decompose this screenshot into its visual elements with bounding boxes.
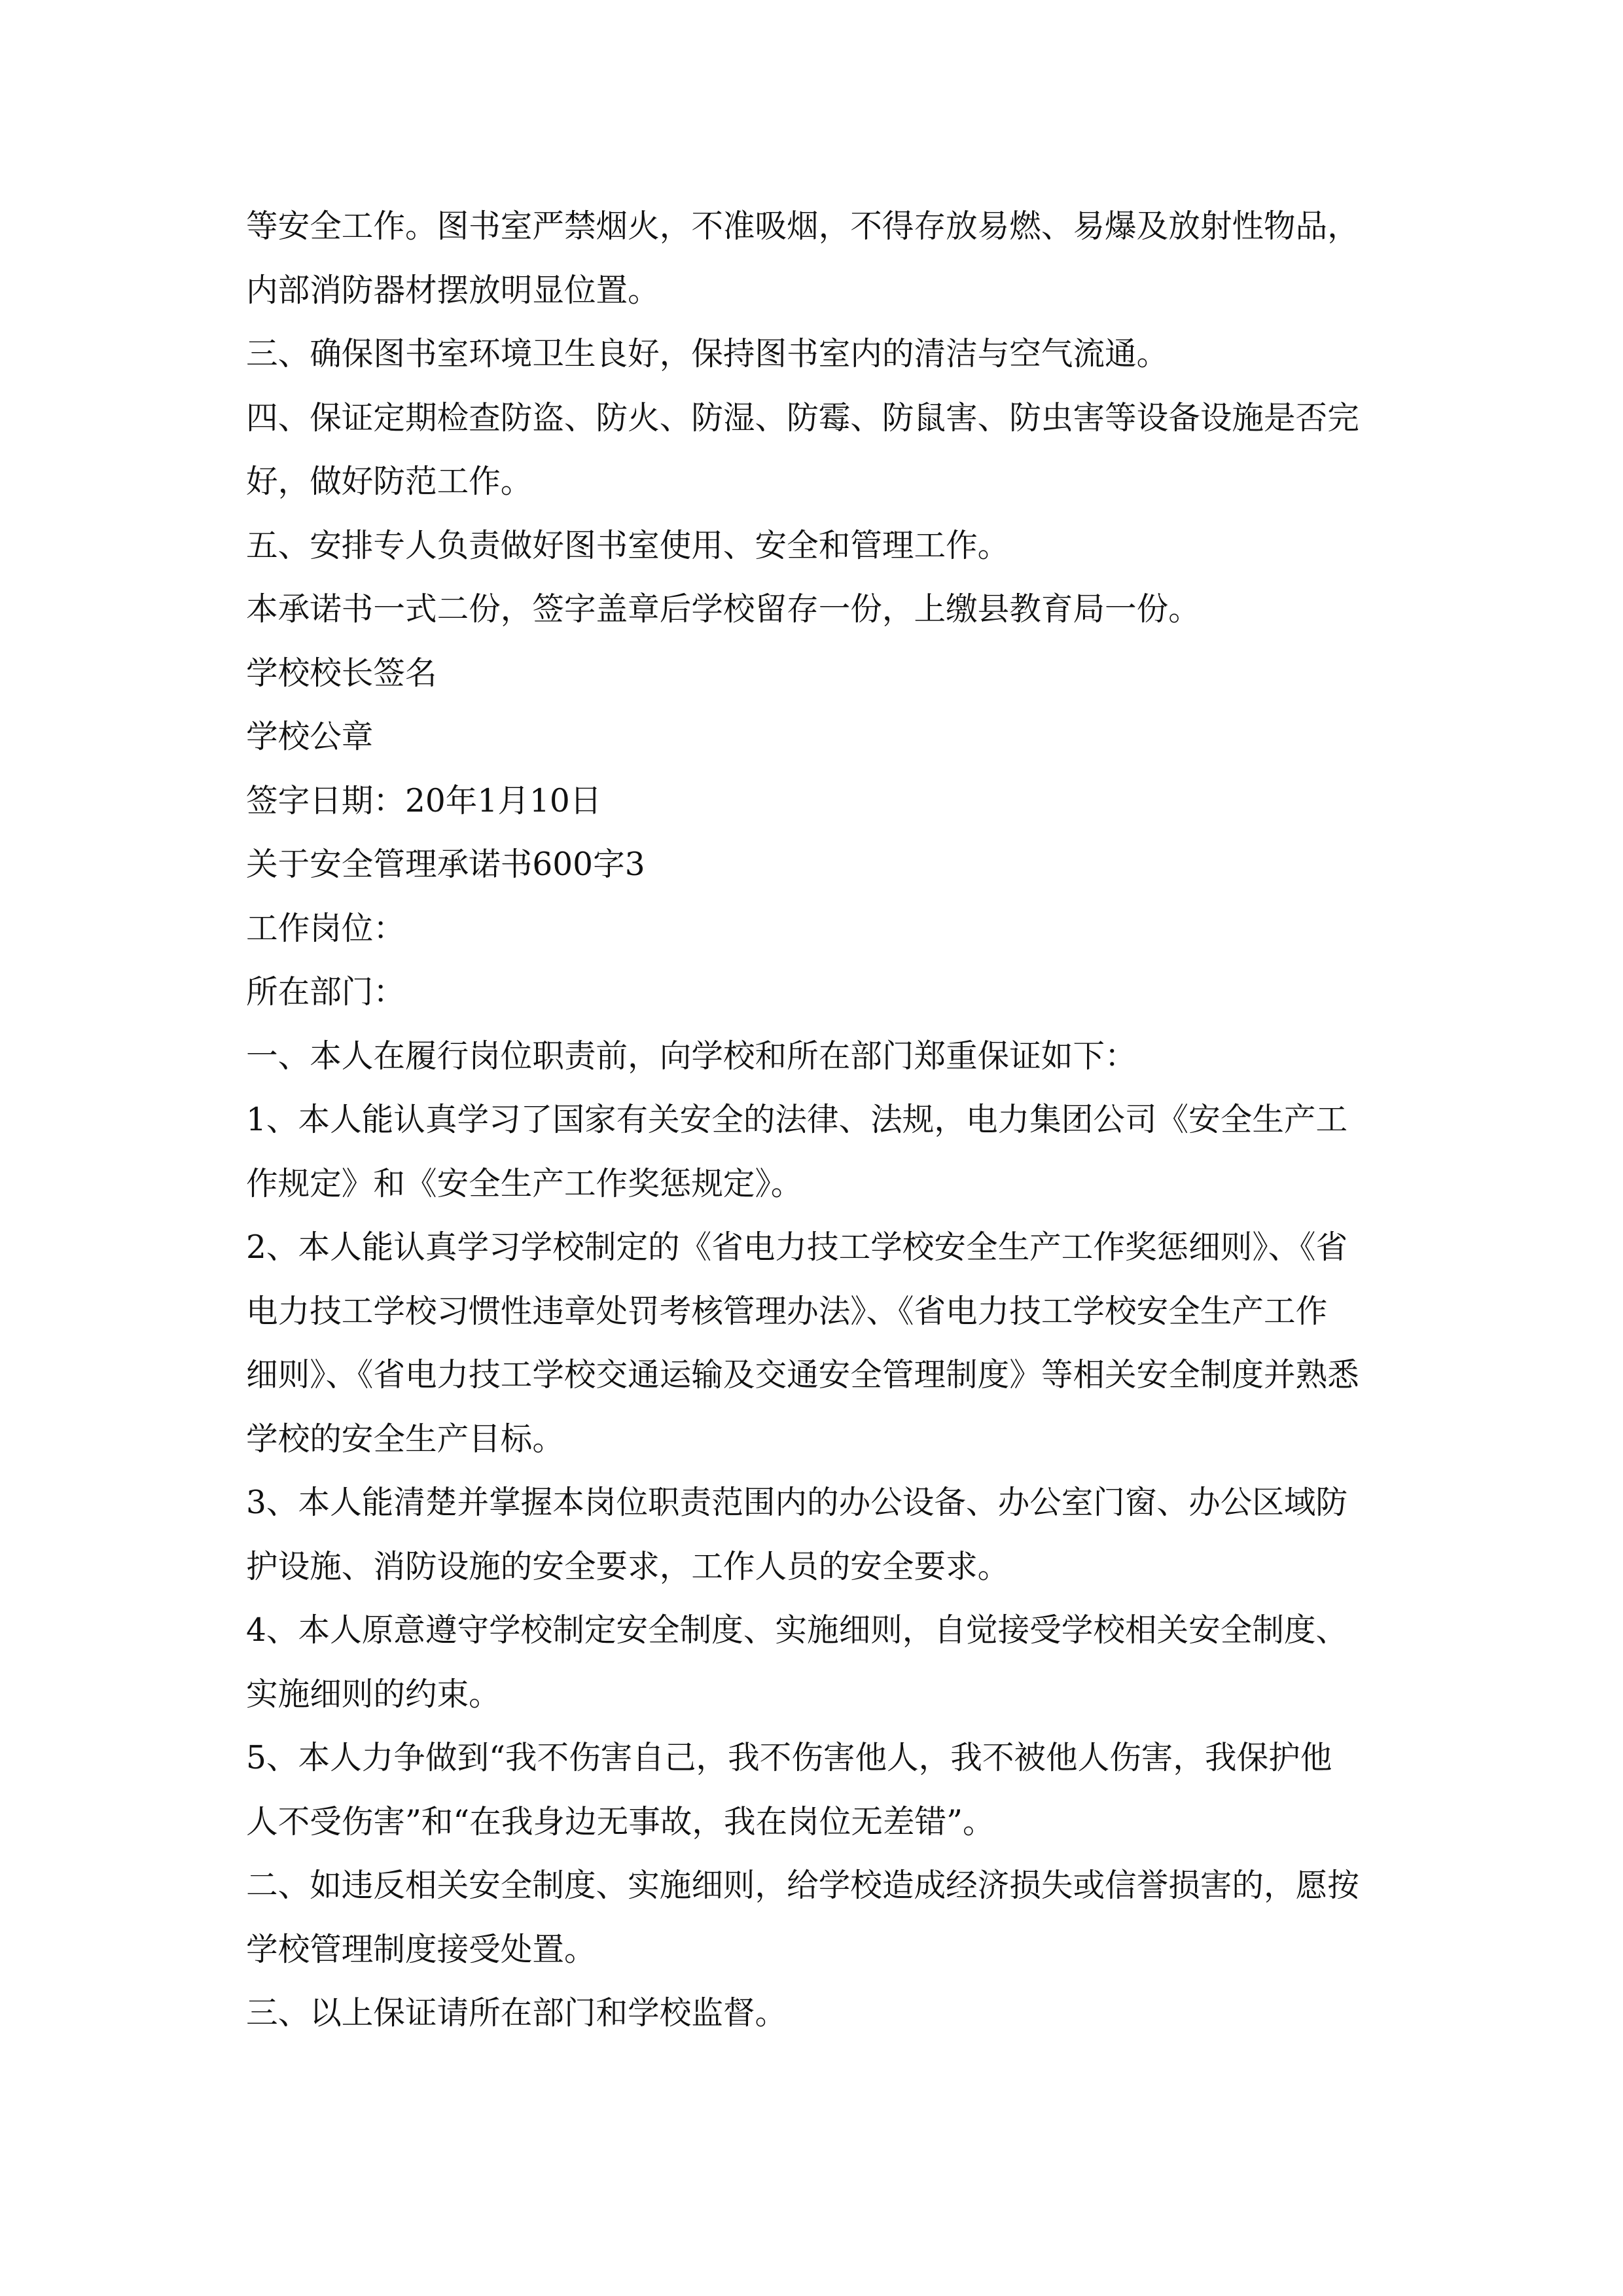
text-line: 所在部门：	[246, 974, 405, 1011]
text-line: 电力技工学校习惯性违章处罚考核管理办法》、《省电力技工学校安全生产工作	[246, 1293, 1328, 1330]
text-line: 学校校长签名	[246, 655, 437, 692]
text-line: 3、本人能清楚并掌握本岗位职责范围内的办公设备、办公室门窗、办公区域防	[246, 1484, 1348, 1521]
text-line: 签字日期：20年1月10日	[246, 782, 602, 819]
text-line: 二、如违反相关安全制度、实施细则，给学校造成经济损失或信誉损害的，愿按	[246, 1867, 1359, 1904]
text-line: 实施细则的约束。	[246, 1676, 501, 1713]
text-line: 内部消防器材摆放明显位置。	[246, 272, 660, 309]
text-line: 等安全工作。图书室严禁烟火，不准吸烟，不得存放易燃、易爆及放射性物品，	[246, 208, 1359, 245]
text-line: 五、安排专人负责做好图书室使用、安全和管理工作。	[246, 527, 1010, 564]
document-body	[246, 195, 1398, 2046]
text-line: 学校公章	[246, 719, 374, 755]
text-line: 一、本人在履行岗位职责前，向学校和所在部门郑重保证如下：	[246, 1037, 1137, 1075]
text-line: 人不受伤害”和“在我身边无事故，我在岗位无差错”。	[246, 1803, 995, 1840]
text-line: 四、保证定期检查防盗、防火、防湿、防霉、防鼠害、防虫害等设备设施是否完	[246, 399, 1359, 437]
text-line: 三、确保图书室环境卫生良好，保持图书室内的清洁与空气流通。	[246, 336, 1169, 372]
text-line: 4、本人原意遵守学校制定安全制度、实施细则，自觉接受学校相关安全制度、	[246, 1612, 1348, 1649]
text-line: 学校的安全生产目标。	[246, 1420, 564, 1458]
text-line: 学校管理制度接受处置。	[246, 1931, 596, 1968]
text-line: 关于安全管理承诺书600字3	[246, 846, 645, 883]
text-line: 好，做好防范工作。	[246, 463, 533, 500]
text-line: 护设施、消防设施的安全要求，工作人员的安全要求。	[246, 1548, 1010, 1585]
text-line: 1、本人能认真学习了国家有关安全的法律、法规，电力集团公司《安全生产工	[246, 1102, 1348, 1138]
text-line: 作规定》和《安全生产工作奖惩规定》。	[246, 1165, 803, 1202]
text-line: 细则》、《省电力技工学校交通运输及交通安全管理制度》等相关安全制度并熟悉	[246, 1357, 1359, 1393]
text-line: 工作岗位：	[246, 910, 405, 947]
text-line: 2、本人能认真学习学校制定的《省电力技工学校安全生产工作奖惩细则》、《省	[246, 1229, 1348, 1266]
text-line: 本承诺书一式二份，签字盖章后学校留存一份，上缴县教育局一份。	[246, 591, 1200, 628]
text-line: 三、以上保证请所在部门和学校监督。	[246, 1995, 787, 2032]
text-line: 5、本人力争做到“我不伤害自己，我不伤害他人，我不被他人伤害，我保护他	[246, 1740, 1332, 1776]
